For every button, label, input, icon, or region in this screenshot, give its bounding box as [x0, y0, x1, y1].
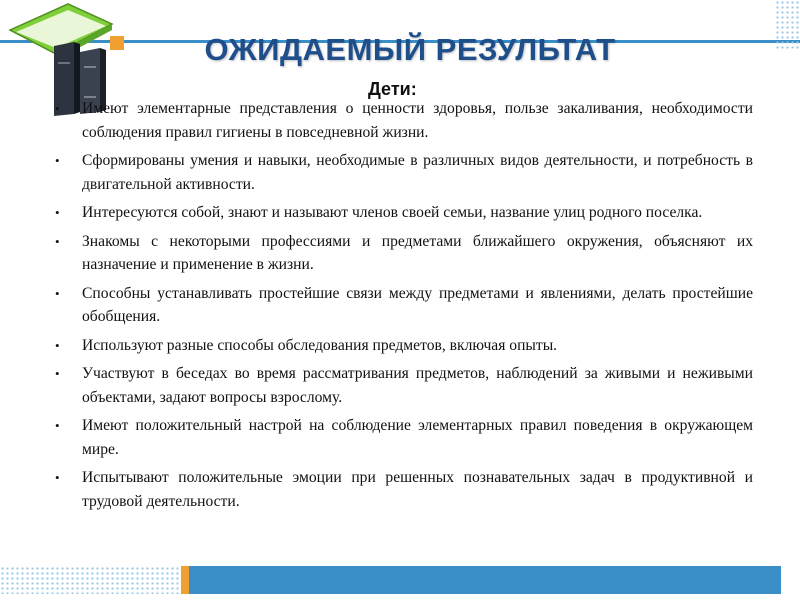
list-item-text: Способны устанавливать простейшие связи между предметами и явлениями, делать простейшие обобщения.: [82, 284, 753, 325]
bottom-left-dot-pattern: [0, 566, 180, 594]
bottom-decor-bar: [181, 566, 781, 594]
list-item: [53, 282, 753, 329]
bottom-decor-accent: [181, 566, 189, 594]
bullet-icon: •: [55, 153, 60, 168]
bullet-icon: •: [55, 470, 60, 485]
list-item: [53, 230, 753, 277]
slide-title: ОЖИДАЕМЫЙ РЕЗУЛЬТАТ: [204, 32, 616, 67]
bullet-icon: •: [55, 418, 60, 433]
top-right-dot-pattern: [775, 0, 800, 50]
list-item: [53, 97, 753, 144]
slide-subtitle: Дети:: [368, 79, 417, 99]
results-list-container: [53, 97, 753, 518]
bullet-icon: •: [55, 205, 60, 220]
bullet-icon: •: [55, 337, 60, 353]
list-item: [53, 149, 753, 196]
bullet-icon: •: [55, 366, 60, 381]
list-item: [53, 362, 753, 409]
list-item: [53, 334, 753, 358]
list-item-text: Имеют элементарные представления о ценности здоровья, пользе закаливания, необходимости соблюдения правил гигиены в повседневной жизни.: [82, 100, 753, 141]
list-item: [53, 201, 753, 225]
bullet-icon: •: [55, 285, 60, 301]
bullet-icon: •: [55, 101, 60, 116]
list-item: [53, 466, 753, 513]
list-item-text: Сформированы умения и навыки, необходимые в различных видов деятельности, и потребность в двигательной активности.: [82, 152, 753, 193]
list-item-text: Используют разные способы обследования предметов, включая опыты.: [82, 336, 558, 354]
bullet-icon: •: [55, 233, 60, 249]
list-item-text: Участвуют в беседах во время рассматривания предметов, наблюдений за живыми и неживыми объектами, задают вопросы взрослому.: [82, 365, 753, 406]
list-item: [53, 414, 753, 461]
results-list: [53, 97, 753, 513]
list-item-text: Интересуются собой, знают и называют членов своей семьи, название улиц родного поселка.: [82, 204, 703, 221]
list-item-text: Имеют положительный настрой на соблюдение элементарных правил поведения в окружающем мире.: [82, 417, 753, 458]
list-item-text: Знакомы с некоторыми профессиями и предметами ближайшего окружения, объясняют их назначение и применение в жизни.: [82, 232, 753, 273]
list-item-text: Испытывают положительные эмоции при решенных познавательных задач в продуктивной и трудовой деятельности.: [82, 469, 753, 510]
